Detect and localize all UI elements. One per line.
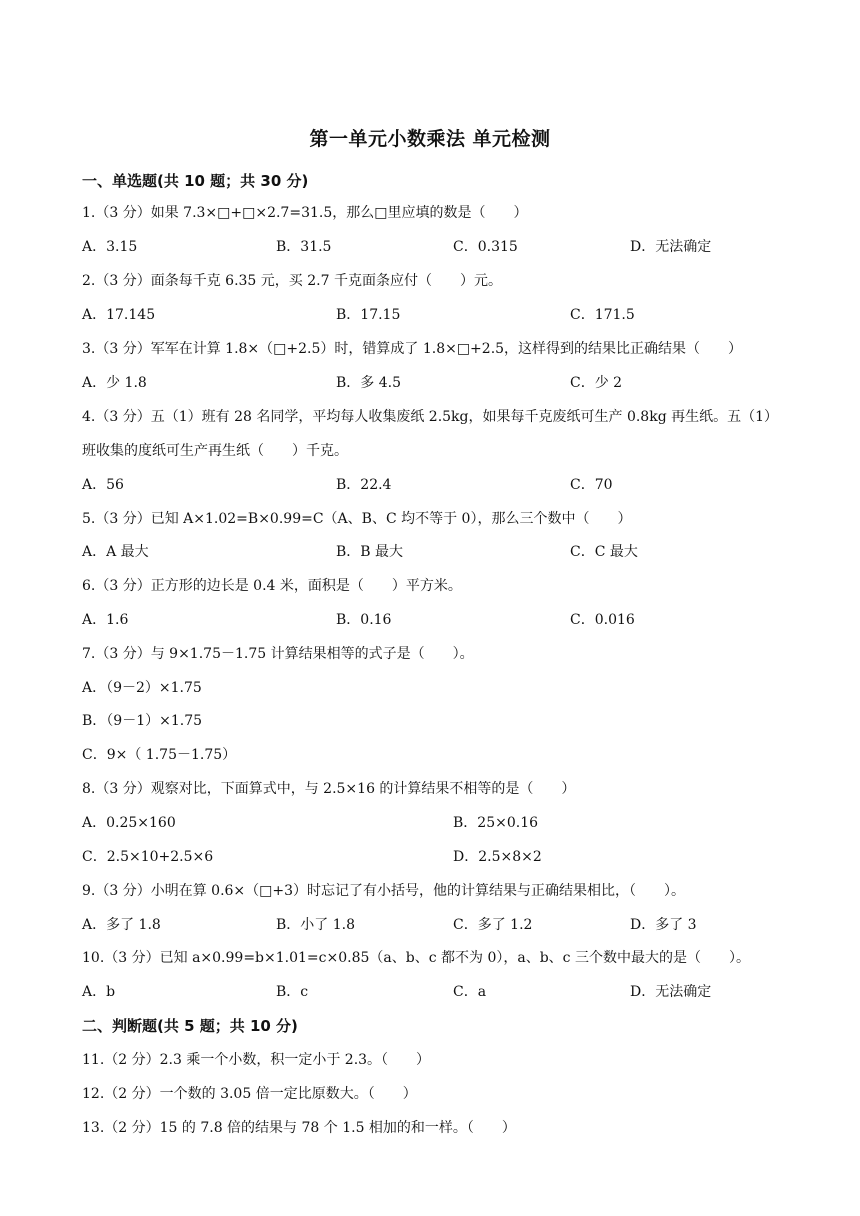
question-8-option-d: D．2.5×8×2 (453, 849, 542, 865)
question-5-option-b: B．B 最大 (336, 544, 404, 560)
question-10-option-a: A．b (82, 984, 116, 1000)
question-2-option-a: A．17.145 (82, 307, 156, 323)
question-1-option-a: A．3.15 (82, 239, 138, 255)
question-4-option-a: A．56 (82, 477, 124, 493)
question-2-text: 2.（3 分）面条每千克 6.35 元，买 2.7 千克面条应付（ ）元。 (82, 273, 502, 289)
question-10-text: 10.（3 分）已知 a×0.99=b×1.01=c×0.85（a、b、c 都不为 0），a、b、c 三个数中最大的是（ ）。 (82, 950, 750, 966)
question-7-option-c: C．9×（ 1.75－1.75） (82, 747, 237, 763)
question-9-option-d: D．多了 3 (630, 917, 697, 933)
document-title: 第一单元小数乘法 单元检测 (309, 128, 551, 150)
question-6-option-a: A．1.6 (82, 612, 129, 628)
question-13-text: 13.（2 分）15 的 7.8 倍的结果与 78 个 1.5 相加的和一样。（ ） (82, 1120, 516, 1136)
question-7-option-a: A．（9－2）×1.75 (82, 680, 202, 696)
question-10-option-d: D．无法确定 (630, 984, 712, 1000)
question-5-option-c: C．C 最大 (570, 544, 638, 560)
question-1-option-b: B．31.5 (276, 239, 332, 255)
section-heading-true-false: 二、判断题(共 5 题；共 10 分) (82, 1017, 298, 1035)
question-12-text: 12.（2 分）一个数的 3.05 倍一定比原数大。（ ） (82, 1086, 417, 1102)
question-2-option-c: C．171.5 (570, 307, 635, 323)
question-10-option-c: C．a (453, 984, 487, 1000)
question-4-option-b: B．22.4 (336, 477, 392, 493)
question-7-option-b: B．（9－1）×1.75 (82, 713, 203, 729)
question-6-option-c: C．0.016 (570, 612, 635, 628)
question-3-option-b: B．多 4.5 (336, 375, 402, 391)
question-1-text: 1.（3 分）如果 7.3×□+□×2.7=31.5，那么□里应填的数是（ ） (82, 205, 528, 221)
question-4-text: 4.（3 分）五（1）班有 28 名同学，平均每人收集废纸 2.5kg，如果每千克废纸可生产 0.8kg 再生纸。五（1） (82, 409, 779, 425)
question-7-text: 7.（3 分）与 9×1.75－1.75 计算结果相等的式子是（ ）。 (82, 646, 474, 662)
question-8-option-c: C．2.5×10+2.5×6 (82, 849, 214, 865)
question-6-option-b: B．0.16 (336, 612, 392, 628)
section-heading-single-choice: 一、单选题(共 10 题；共 30 分) (82, 172, 309, 190)
question-1-option-d: D．无法确定 (630, 239, 712, 255)
question-9-option-c: C．多了 1.2 (453, 917, 533, 933)
question-5-option-a: A．A 最大 (82, 544, 149, 560)
question-8-option-a: A．0.25×160 (82, 815, 176, 831)
question-6-text: 6.（3 分）正方形的边长是 0.4 米，面积是（ ）平方米。 (82, 578, 462, 594)
question-9-option-b: B．小了 1.8 (276, 917, 356, 933)
question-9-text: 9.（3 分）小明在算 0.6×（□+3）时忘记了有小括号，他的计算结果与正确结果相比，（ ）。 (82, 883, 686, 899)
question-3-option-a: A．少 1.8 (82, 375, 147, 391)
question-8-text: 8.（3 分）观察对比，下面算式中，与 2.5×16 的计算结果不相等的是（ ） (82, 781, 576, 797)
question-11-text: 11.（2 分）2.3 乘一个小数，积一定小于 2.3。（ ） (82, 1052, 431, 1068)
question-3-text: 3.（3 分）军军在计算 1.8×（□+2.5）时，错算成了 1.8×□+2.5，这样得到的结果比正确结果（ ） (82, 341, 743, 357)
question-5-text: 5.（3 分）已知 A×1.02=B×0.99=C（A、B、C 均不等于 0），那么三个数中（ ） (82, 511, 632, 527)
question-4-option-c: C．70 (570, 477, 613, 493)
question-1-option-c: C．0.315 (453, 239, 518, 255)
question-10-option-b: B．c (276, 984, 309, 1000)
question-9-option-a: A．多了 1.8 (82, 917, 161, 933)
question-3-option-c: C．少 2 (570, 375, 623, 391)
question-4-text-continued: 班收集的度纸可生产再生纸（ ）千克。 (82, 443, 348, 459)
question-8-option-b: B．25×0.16 (453, 815, 539, 831)
question-2-option-b: B．17.15 (336, 307, 401, 323)
